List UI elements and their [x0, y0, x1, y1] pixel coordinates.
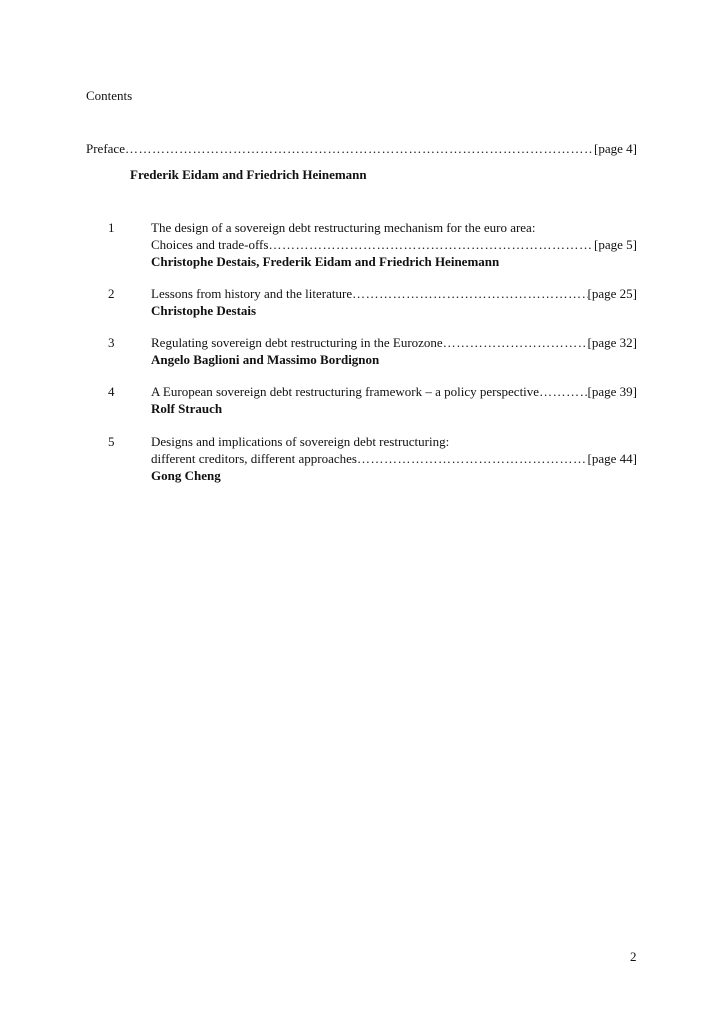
entry-title: different creditors, different approaches	[151, 451, 357, 466]
entry-authors: Angelo Baglioni and Massimo Bordignon	[151, 352, 380, 367]
entry-page-ref: [page 39]	[587, 384, 637, 399]
toc-entry-preface[interactable]	[86, 140, 637, 157]
dot-leader	[125, 140, 594, 157]
entry-number: 3	[108, 335, 115, 350]
contents-heading: Contents	[86, 88, 133, 103]
entry-number: 5	[108, 434, 115, 449]
toc-entry-5[interactable]	[86, 433, 637, 484]
entry-title-line1: The design of a sovereign debt restructuring mechanism for the euro area:	[151, 220, 536, 235]
entry-page-ref: [page 5]	[594, 237, 637, 252]
dot-leader	[539, 383, 587, 400]
preface-page-ref: [page 4]	[594, 141, 637, 156]
entry-title-line1: Designs and implications of sovereign debt restructuring:	[151, 434, 450, 449]
entry-page-ref: [page 32]	[587, 335, 637, 350]
entry-number: 4	[108, 384, 115, 399]
entry-authors: Rolf Strauch	[151, 401, 223, 416]
entry-page-ref: [page 44]	[587, 451, 637, 466]
dot-leader	[352, 285, 587, 302]
entry-title: Lessons from history and the literature	[151, 286, 353, 301]
dot-leader	[443, 334, 588, 351]
entry-title: Choices and trade-offs	[151, 237, 269, 252]
toc-entry-2[interactable]	[86, 285, 637, 319]
dot-leader	[357, 450, 588, 467]
entry-number: 2	[108, 286, 115, 301]
toc-entry-3[interactable]	[86, 334, 637, 368]
entry-title: Regulating sovereign debt restructuring in the Eurozone	[151, 335, 443, 350]
entry-title: A European sovereign debt restructuring framework – a policy perspective	[151, 384, 540, 399]
preface-title: Preface	[86, 141, 125, 156]
entry-number: 1	[108, 220, 115, 235]
preface-authors: Frederik Eidam and Friedrich Heinemann	[130, 167, 367, 182]
dot-leader	[268, 236, 594, 253]
entry-authors: Christophe Destais	[151, 303, 257, 318]
page-number: 2	[630, 949, 637, 964]
toc-entry-4[interactable]	[86, 383, 637, 417]
entry-authors: Gong Cheng	[151, 468, 221, 483]
toc-entry-1[interactable]	[86, 219, 637, 270]
entry-authors: Christophe Destais, Frederik Eidam and Friedrich Heinemann	[151, 254, 500, 269]
entry-page-ref: [page 25]	[587, 286, 637, 301]
